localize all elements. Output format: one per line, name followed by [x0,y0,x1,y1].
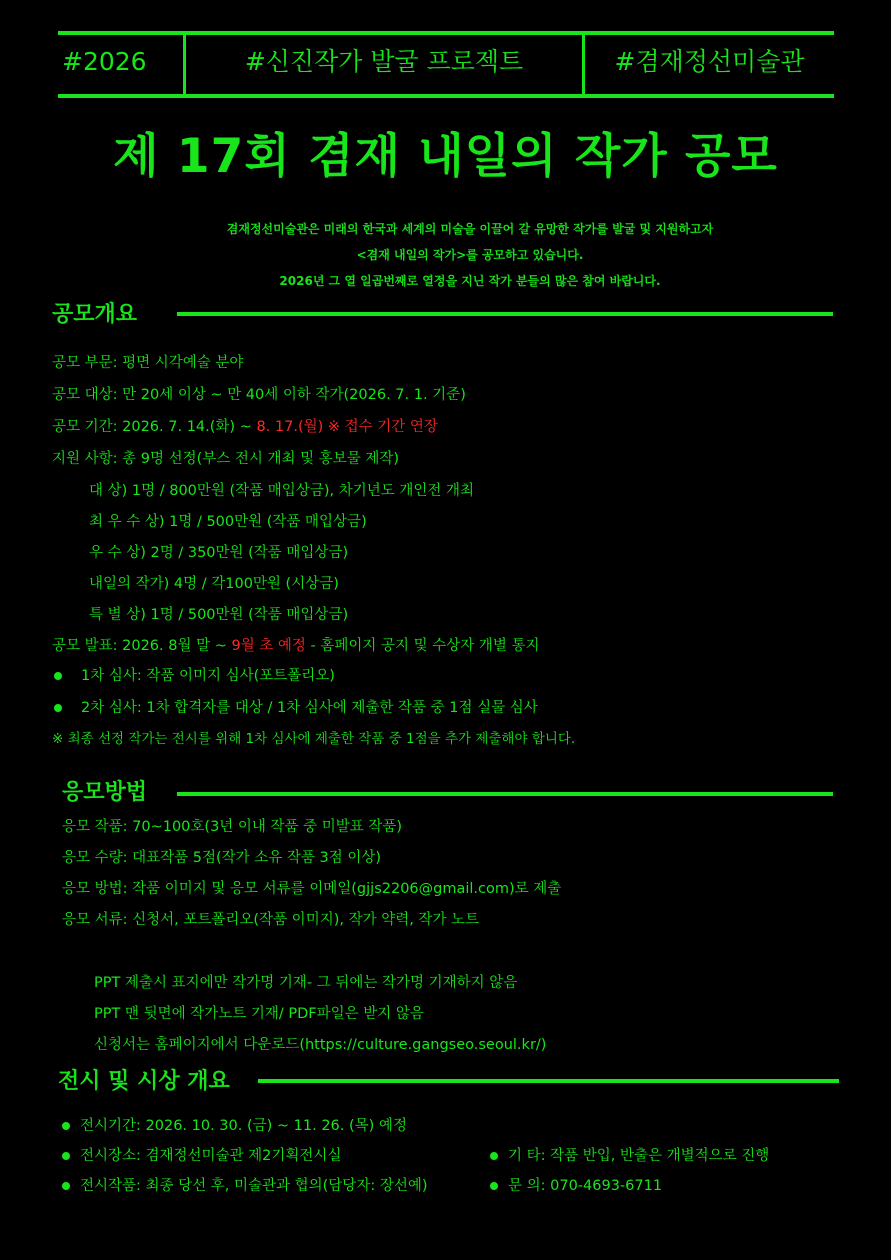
section-rule [177,312,833,316]
hashtag-year: #2026 [62,47,147,76]
field-line: 공모 부문: 평면 시각예술 분야 [52,355,244,371]
intro-line: 2026년 그 열 일곱번째로 열정을 지닌 작가 분들의 많은 참여 바랍니다. [279,274,661,288]
bullet-icon [62,1122,70,1130]
header-top-rule [58,31,834,35]
prize-line: 특 별 상) 1명 / 500만원 (작품 매입상금) [89,607,349,623]
exhibition-contact-line: 문 의: 070-4693-6711 [508,1178,663,1194]
announce-suffix-text: - 홈페이지 공지 및 수상자 개별 통지 [305,638,540,654]
bullet-icon [62,1152,70,1160]
support-line: 지원 사항: 총 9명 선정(부스 전시 개최 및 홍보물 제작) [52,451,400,467]
intro-line: 겸재정선미술관은 미래의 한국과 세계의 미술을 이끌어 갈 유망한 작가를 발굴 및 지원하고자 [226,222,714,236]
announce-highlight-text: 9월 초 예정 [231,638,306,654]
apply-quantity-line: 응모 수량: 대표작품 5점(작가 소유 작품 3점 이상) [62,850,382,866]
target-line: 공모 대상: 만 20세 이상 ~ 만 40세 이하 작가(2026. 7. 1. 기준) [52,387,466,403]
bullet-icon [490,1182,498,1190]
apply-method-line: 응모 방법: 작품 이미지 및 응모 서류를 이메일(gjjs2206@gmail.com)로 제출 [62,881,562,897]
apply-note-line: PPT 맨 뒷면에 작가노트 기재/ PDF파일은 받지 않음 [94,1006,424,1022]
announce-line [52,635,540,657]
exhibition-works-line: 전시작품: 최종 당선 후, 미술관과 협의(담당자: 장선예) [80,1178,428,1194]
review2-line: 2차 심사: 1차 합격자를 대상 / 1차 심사에 제출한 작품 중 1점 실물 심사 [81,700,538,716]
period-extended-text: 8. 17.(월) ※ 접수 기간 연장 [256,419,438,435]
section-rule [258,1079,839,1083]
hashtag-museum: #겸재정선미술관 [614,47,805,76]
apply-note-line: 신청서는 홈페이지에서 다운로드(https://culture.gangseo.seoul.kr/) [94,1037,547,1053]
section-heading-apply: 응모방법 [62,780,148,805]
intro-line: <겸재 내일의 작가>를 공모하고 있습니다. [356,248,584,262]
exhibition-etc-line: 기 타: 작품 반입, 반출은 개별적으로 진행 [508,1148,770,1164]
bullet-icon [490,1152,498,1160]
period-text: 공모 기간: 2026. 7. 14.(화) ~ [52,419,257,435]
bullet-icon [62,1182,70,1190]
announce-text: 공모 발표: 2026. 8월 말 ~ [52,638,232,654]
section-heading-overview: 공모개요 [52,302,138,327]
exhibition-period-line: 전시기간: 2026. 10. 30. (금) ~ 11. 26. (목) 예정 [80,1118,407,1134]
section-heading-exhibition: 전시 및 시상 개요 [58,1069,230,1094]
page-title: 제 17회 겸재 내일의 작가 공모 [113,129,778,184]
review1-line: 1차 심사: 작품 이미지 심사(포트폴리오) [81,668,335,684]
prize-line: 내일의 작가) 4명 / 각100만원 (시상금) [89,576,339,592]
section-rule [177,792,833,796]
period-line [52,416,438,438]
hashtag-project: #신진작가 발굴 프로젝트 [244,47,524,76]
header-bottom-rule [58,94,834,98]
prize-line: 대 상) 1명 / 800만원 (작품 매입상금), 차기년도 개인전 개최 [89,483,474,499]
exhibition-place-line: 전시장소: 겸재정선미술관 제2기획전시실 [80,1148,342,1164]
apply-documents-line: 응모 서류: 신청서, 포트폴리오(작품 이미지), 작가 약력, 작가 노트 [62,912,480,928]
final-note-line: ※ 최종 선정 작가는 전시를 위해 1차 심사에 제출한 작품 중 1점을 추가 제출해야 합니다. [52,731,576,747]
prize-line: 최 우 수 상) 1명 / 500만원 (작품 매입상금) [89,514,367,530]
apply-note-line: PPT 제출시 표지에만 작가명 기재- 그 뒤에는 작가명 기재하지 않음 [94,975,518,991]
bullet-icon [54,672,62,680]
prize-line: 우 수 상) 2명 / 350만원 (작품 매입상금) [89,545,349,561]
apply-works-line: 응모 작품: 70~100호(3년 이내 작품 중 미발표 작품) [62,819,403,835]
bullet-icon [54,704,62,712]
